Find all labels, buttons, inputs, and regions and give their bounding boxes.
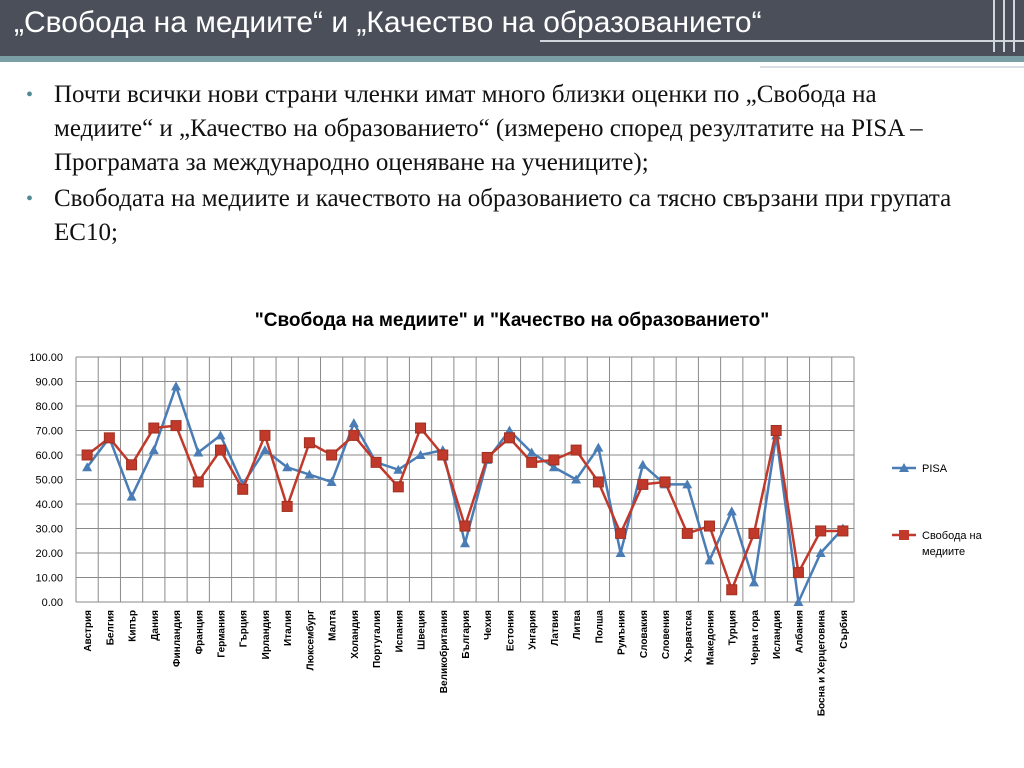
data-point xyxy=(371,457,381,467)
series-line xyxy=(87,386,843,602)
bullet-icon: • xyxy=(26,84,34,106)
data-point xyxy=(793,568,803,578)
y-tick-label: 60.00 xyxy=(35,450,63,462)
x-tick-label: Италия xyxy=(283,610,295,646)
y-tick-label: 100.00 xyxy=(29,352,63,364)
data-point xyxy=(838,526,848,536)
data-point xyxy=(193,477,203,487)
data-point xyxy=(171,421,181,431)
x-tick-label: Холандия xyxy=(349,610,361,659)
x-tick-label: Румъния xyxy=(616,610,628,655)
x-tick-label: Франция xyxy=(194,610,206,655)
x-tick-label: Гърция xyxy=(238,610,250,648)
data-point xyxy=(349,418,359,427)
x-tick-label: Хърватска xyxy=(683,610,695,663)
y-tick-label: 10.00 xyxy=(35,572,63,585)
bullet-text: Свободата на медиите и качеството на образованието са тясно свързани при групата ЕС10; xyxy=(54,185,952,246)
x-tick-label: Албания xyxy=(794,610,806,654)
data-point xyxy=(127,460,137,470)
data-point xyxy=(593,443,603,452)
chart-title: "Свобода на медиите" и "Качество на образованието" xyxy=(254,310,770,331)
x-tick-label: Полша xyxy=(594,610,606,644)
x-tick-label: Унгария xyxy=(527,610,539,650)
data-point xyxy=(549,455,559,465)
data-point xyxy=(616,528,626,538)
slide-title: „Свобода на медиите“ и „Качество на образованието“ xyxy=(14,6,762,39)
x-tick-label: Испания xyxy=(394,610,406,653)
data-point xyxy=(460,538,470,547)
x-tick-label: Германия xyxy=(216,610,228,658)
data-point xyxy=(682,528,692,538)
data-point xyxy=(593,477,603,487)
x-tick-label: Словакия xyxy=(638,610,650,659)
x-tick-label: Турция xyxy=(727,610,739,646)
data-point xyxy=(749,577,759,586)
y-tick-label: 50.00 xyxy=(35,474,63,487)
data-point xyxy=(816,526,826,536)
y-tick-label: 20.00 xyxy=(35,548,63,560)
data-point xyxy=(349,430,359,440)
x-tick-label: Чехия xyxy=(483,610,495,640)
data-point xyxy=(260,430,270,440)
y-tick-label: 80.00 xyxy=(35,401,63,413)
data-point xyxy=(438,450,448,460)
x-tick-label: Белгия xyxy=(105,610,117,646)
data-point xyxy=(771,426,781,436)
x-tick-label: Ирландия xyxy=(260,610,272,660)
x-tick-label: Естония xyxy=(505,610,517,652)
y-tick-label: 40.00 xyxy=(35,499,63,511)
data-point xyxy=(416,423,426,433)
legend-marker xyxy=(899,530,909,540)
x-tick-label: Сърбия xyxy=(838,610,850,649)
data-point xyxy=(482,452,492,462)
x-tick-label: България xyxy=(461,610,472,659)
x-tick-label: Австрия xyxy=(83,610,95,652)
data-point xyxy=(705,555,715,564)
x-tick-label: Латвия xyxy=(549,610,561,646)
x-tick-label: Босна и Херцеговина xyxy=(816,610,828,717)
data-point xyxy=(749,528,759,538)
y-tick-label: 0.00 xyxy=(41,597,63,609)
x-tick-label: Черна гора xyxy=(749,610,761,665)
x-tick-label: Словения xyxy=(661,610,673,660)
data-point xyxy=(215,445,225,455)
data-point xyxy=(571,445,581,455)
legend-label: Свобода на xyxy=(922,530,982,542)
bullet-icon: • xyxy=(26,188,34,210)
data-point xyxy=(282,501,292,511)
x-tick-label: Финландия xyxy=(172,610,184,668)
data-point xyxy=(127,492,137,501)
y-tick-label: 30.00 xyxy=(35,523,63,536)
data-point xyxy=(660,477,670,487)
legend-label: PISA xyxy=(922,463,948,475)
data-point xyxy=(727,506,737,515)
data-point xyxy=(215,430,225,439)
x-tick-label: Швеция xyxy=(416,610,428,650)
y-tick-label: 70.00 xyxy=(35,425,63,438)
x-tick-label: Исландия xyxy=(772,610,784,660)
x-tick-label: Португалия xyxy=(372,610,384,669)
x-tick-label: Дания xyxy=(149,610,161,641)
data-point xyxy=(705,521,715,531)
y-tick-label: 90.00 xyxy=(35,376,63,389)
x-tick-label: Великобритания xyxy=(438,610,450,694)
data-point xyxy=(171,381,181,390)
x-tick-label: Македония xyxy=(705,610,717,666)
data-point xyxy=(527,457,537,467)
data-point xyxy=(104,433,114,443)
legend-label: медиите xyxy=(922,546,966,558)
data-point xyxy=(82,450,92,460)
x-tick-label: Малта xyxy=(327,610,339,641)
bullet-text: Почти всички нови страни членки имат много близки оценки по „Свобода на медиите“ и „Качество на образованието“ (измерено според резултатите на PISA – Програмата за международно оценяване на учениците); xyxy=(54,81,923,176)
data-point xyxy=(238,484,248,494)
data-point xyxy=(638,460,648,469)
data-point xyxy=(393,482,403,492)
x-tick-label: Люксембург xyxy=(305,610,317,671)
x-tick-label: Кипър xyxy=(127,610,139,642)
data-point xyxy=(504,433,514,443)
data-point xyxy=(638,479,648,489)
data-point xyxy=(149,445,159,454)
data-point xyxy=(460,521,470,531)
data-point xyxy=(327,450,337,460)
data-point xyxy=(304,438,314,448)
data-point xyxy=(727,585,737,595)
data-point xyxy=(149,423,159,433)
x-tick-label: Литва xyxy=(572,610,584,640)
